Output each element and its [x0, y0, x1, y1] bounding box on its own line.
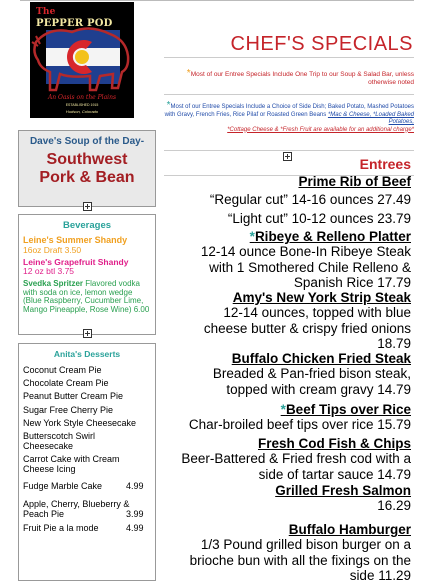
entree-name: Prime Rib of Beef: [298, 174, 411, 189]
dessert-priced-item: Apple, Cherry, Blueberry & Peach Pie: [23, 499, 130, 519]
note-divider: [164, 94, 414, 95]
entree-name: *Beef Tips over Rice: [280, 402, 411, 417]
title-divider: [164, 57, 414, 58]
entree-name: Grilled Fresh Salmon: [275, 483, 411, 498]
entree-desc: cheese butter & crispy fried onions: [203, 320, 411, 336]
beverage-item: Leine's Summer Shandy 16oz Draft 3.50: [23, 235, 128, 255]
beverage-item: Leine's Grapefruit Shandy 12 oz btl 3.75: [23, 257, 129, 276]
dessert-priced-item: Fudge Marble Cake: [23, 481, 103, 491]
dessert-item: Sugar Free Cherry Pie: [23, 405, 114, 415]
expand-toggle[interactable]: [283, 152, 292, 161]
entree-beef-tips: [136, 402, 411, 433]
desserts-heading: Anita's Desserts: [53, 349, 121, 359]
entree-ribeye-relleno: [141, 229, 411, 291]
beverages-expand-toggle[interactable]: [83, 329, 92, 338]
entree-desc: 18.79: [377, 336, 411, 351]
entree-name: Fresh Cod Fish & Chips: [257, 436, 411, 451]
logo-location: Hudson, Colorado: [65, 109, 99, 114]
logo-established: ESTABLISHED 1915: [65, 103, 99, 107]
soup-expand-toggle[interactable]: [83, 202, 92, 211]
entree-buffalo-hamburger: [136, 522, 411, 584]
logo-tagline: An Oasis on the Plains: [47, 94, 117, 101]
beverages-box: [18, 214, 156, 335]
soup-heading: Dave's Soup of the Day-: [29, 136, 145, 147]
entree-ny-strip: [141, 290, 411, 352]
entree-desc: brioche bun with all the fixings on the: [189, 552, 411, 568]
dessert-item: Carrot Cake with Cream Cheese Icing: [23, 454, 120, 474]
entree-desc: 12-14 ounce Bone-In Ribeye Steak: [200, 244, 411, 259]
entree-desc: Spanish Rice 17.79: [293, 275, 411, 290]
entree-name: Buffalo Chicken Fried Steak: [231, 351, 411, 366]
entree-desc: 12-14 ounces, topped with blue: [223, 305, 411, 320]
soup-box: [18, 130, 156, 207]
entree-grilled-salmon: [141, 483, 411, 514]
entree-desc: “Light cut” 10-12 ounces 23.79: [227, 210, 411, 226]
entree-desc: side of tartar sauce 14.79: [258, 466, 411, 482]
dessert-price: 4.99: [126, 523, 144, 533]
dessert-priced-item: Fruit Pie a la mode: [23, 523, 99, 533]
dessert-price: 4.99: [126, 481, 144, 491]
entree-desc: Beer-Battered & Fried fresh cod with a: [181, 451, 411, 466]
entree-desc: side 11.29: [349, 568, 411, 583]
entree-name: *Ribeye & Relleno Platter: [249, 229, 411, 244]
dessert-price: 3.99: [126, 509, 144, 519]
dessert-item: Butterscotch Swirl Cheesecake: [23, 431, 96, 451]
beverages-heading: Beverages: [62, 220, 112, 231]
dessert-item: New York Style Cheesecake: [23, 418, 137, 428]
beverage-item: Svedka Spritzer Flavored vodka with soda on ice, lemon wedge (Blue Raspberry, Cucumber Lime, Mango Pineapple, Rose Wine) 6.00: [23, 279, 150, 314]
entree-desc: with 1 Smothered Chile Relleno &: [209, 259, 411, 275]
entree-desc: 1/3 Pound grilled bison burger on a: [200, 537, 411, 552]
entree-name: Buffalo Hamburger: [288, 522, 411, 537]
entree-desc: Char-broiled beef tips over rice 15.79: [188, 417, 411, 432]
entrees-divider: [164, 150, 414, 151]
entree-prime-rib: [151, 174, 411, 226]
page-title: CHEF'S SPECIALS: [230, 33, 413, 55]
dessert-item: Chocolate Cream Pie: [23, 378, 109, 388]
dessert-item: Peanut Butter Cream Pie: [23, 391, 124, 401]
entree-desc: Breaded & Pan-fried bison steak,: [212, 366, 411, 381]
entree-desc: “Regular cut” 14-16 ounces 27.49: [209, 192, 411, 207]
soup-name: Southwest Pork & Bean: [39, 151, 135, 186]
entree-name: Amy's New York Strip Steak: [232, 290, 411, 305]
logo-wordmark: The PEPPER POD: [36, 7, 113, 29]
top-rule: [20, 0, 414, 1]
entree-desc: topped with cream gravy 14.79: [226, 381, 411, 397]
entree-desc: 16.29: [377, 498, 411, 513]
entree-buffalo-chicken-fried: [141, 351, 411, 397]
side-dish-note: *Most of our Entree Specials Include a Choice of Side Dish; Baked Potato, Mashed Potatoes with Gravy, French Fries, Rice Pilaf or Roasted Green Beans *Mac & Cheese, *Loaded Baked Potatoes, *Cottage Cheese & *Fresh Fruit are available for an additional charge*: [164, 100, 414, 133]
entrees-heading: Entrees: [359, 156, 411, 172]
dessert-item: Coconut Cream Pie: [23, 365, 102, 375]
soup-salad-note: *Most of our Entree Specials Include One Trip to our Soup & Salad Bar, unless otherwise noted: [186, 68, 414, 86]
entree-cod-fish-chips: [136, 436, 411, 482]
pepper-pod-logo: [30, 2, 134, 118]
